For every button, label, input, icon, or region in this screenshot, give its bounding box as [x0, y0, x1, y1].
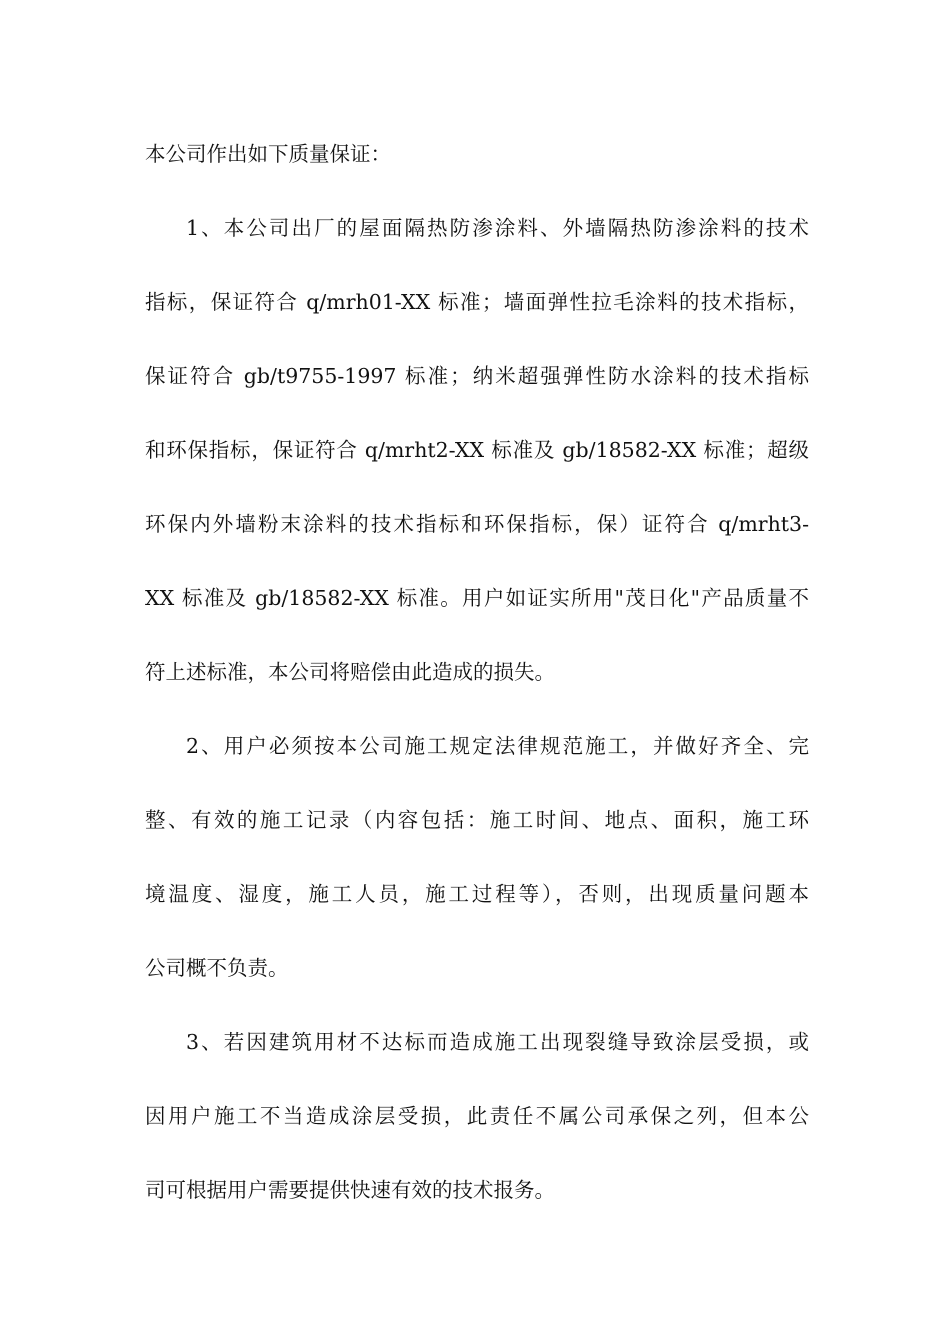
document-line: 环保内外墙粉末涂料的技术指标和环保指标，保）证符合 q/mrht3-: [145, 512, 809, 536]
document-line-clause-2-start: 2、用户必须按本公司施工规定法律规范施工，并做好齐全、完: [186, 734, 809, 758]
document-line: 和环保指标，保证符合 q/mrht2-XX 标准及 gb/18582-XX 标准；超级: [145, 438, 809, 462]
document-line-clause-1-start: 1、本公司出厂的屋面隔热防渗涂料、外墙隔热防渗涂料的技术: [186, 216, 809, 240]
document-line-clause-3-end: 司可根据用户需要提供快速有效的技术报务。: [145, 1178, 555, 1202]
document-line: 指标，保证符合 q/mrh01-XX 标准；墙面弹性拉毛涂料的技术指标，: [145, 290, 809, 314]
document-line: 境温度、湿度，施工人员，施工过程等），否则，出现质量问题本: [145, 882, 809, 906]
document-line-clause-1-end: 符上述标准，本公司将赔偿由此造成的损失。: [145, 660, 555, 684]
document-line: 整、有效的施工记录（内容包括：施工时间、地点、面积，施工环: [145, 808, 809, 832]
document-line: 因用户施工不当造成涂层受损，此责任不属公司承保之列，但本公: [145, 1104, 809, 1128]
document-line-intro: 本公司作出如下质量保证：: [145, 142, 391, 166]
document-line-clause-2-end: 公司概不负责。: [145, 956, 289, 980]
document-line-clause-3-start: 3、若因建筑用材不达标而造成施工出现裂缝导致涂层受损，或: [186, 1030, 809, 1054]
document-line: 保证符合 gb/t9755-1997 标准；纳米超强弹性防水涂料的技术指标: [145, 364, 809, 388]
document-body: [145, 122, 809, 1222]
document-line: XX 标准及 gb/18582-XX 标准。用户如证实所用"茂日化"产品质量不: [145, 586, 809, 610]
